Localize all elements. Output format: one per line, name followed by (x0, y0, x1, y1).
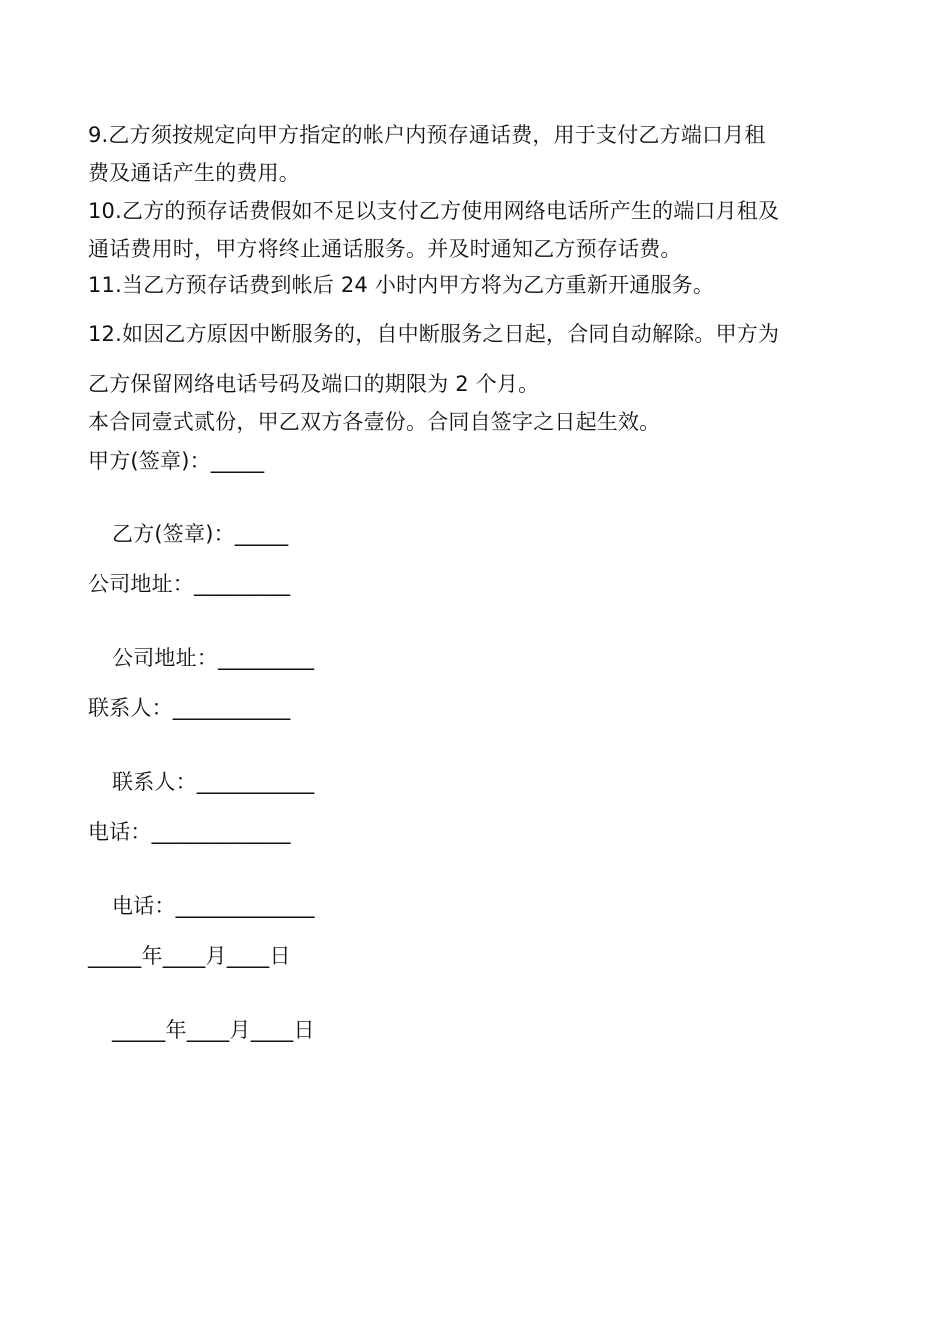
clause-9-line-2: 费及通话产生的费用。 (88, 161, 300, 185)
party-b-address: 公司地址：_________ (112, 646, 315, 670)
party-a-address: 公司地址：_________ (88, 572, 291, 596)
party-a-contact: 联系人：___________ (88, 696, 291, 720)
party-b-phone: 电话：_____________ (112, 894, 315, 918)
party-a-signature: 甲方(签章)：_____ (88, 449, 265, 473)
clause-11: 11.当乙方预存话费到帐后 24 小时内甲方将为乙方重新开通服务。 (88, 273, 715, 297)
clause-10-line-1: 10.乙方的预存话费假如不足以支付乙方使用网络电话所产生的端口月租及 (88, 199, 780, 223)
party-b-date: _____年____月____日 (112, 1018, 315, 1042)
party-a-date: _____年____月____日 (88, 944, 291, 968)
party-b-contact: 联系人：___________ (112, 770, 315, 794)
copies-statement: 本合同壹式贰份，甲乙双方各壹份。合同自签字之日起生效。 (88, 410, 661, 434)
clause-12-line-1: 12.如因乙方原因中断服务的，自中断服务之日起，合同自动解除。甲方为 (88, 322, 780, 346)
clause-10-line-2: 通话费用时，甲方将终止通话服务。并及时通知乙方预存话费。 (88, 237, 682, 261)
party-b-signature: 乙方(签章)：_____ (112, 522, 289, 546)
party-a-phone: 电话：_____________ (88, 820, 291, 844)
clause-12-line-2: 乙方保留网络电话号码及端口的期限为 2 个月。 (88, 372, 540, 396)
clause-9-line-1: 9.乙方须按规定向甲方指定的帐户内预存通话费，用于支付乙方端口月租 (88, 123, 766, 147)
